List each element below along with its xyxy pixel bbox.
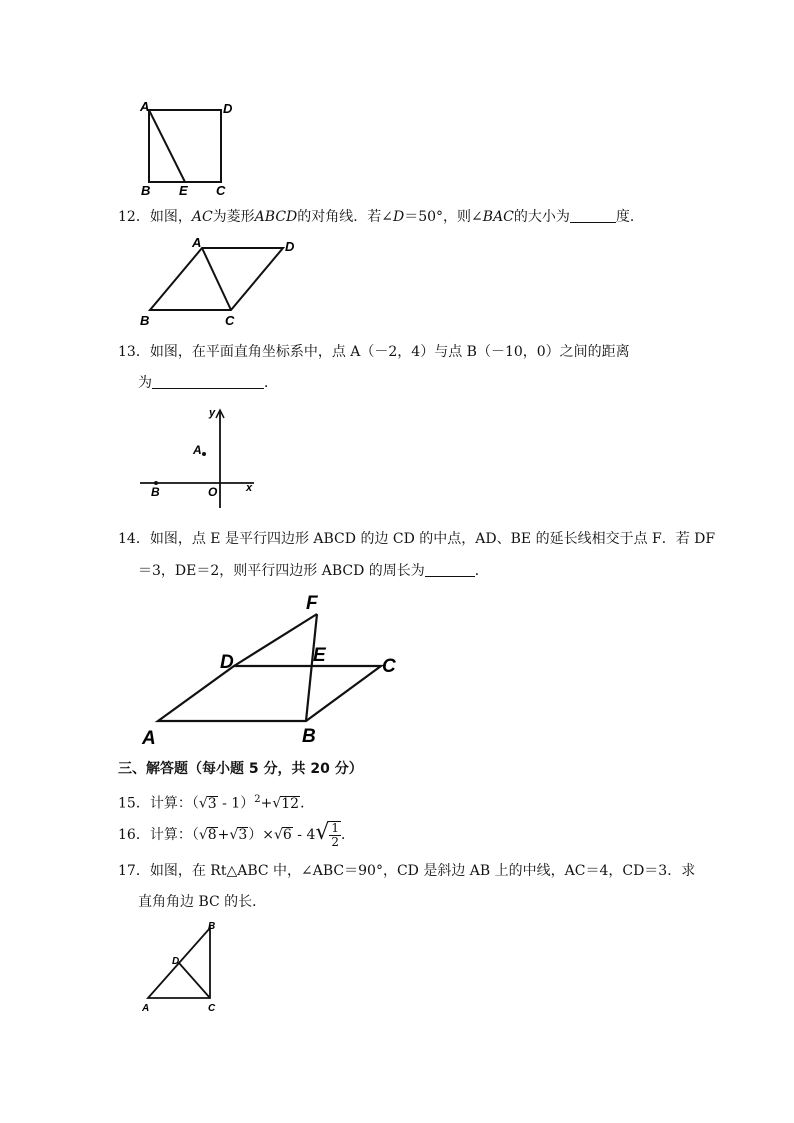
q12-var: AC <box>191 209 213 225</box>
segment-bf <box>306 614 317 721</box>
q15-text: ． <box>300 795 315 812</box>
q12-var: BAC <box>482 209 514 225</box>
label-x: x <box>246 482 253 494</box>
radicand: 6 <box>282 827 292 843</box>
question-17-line2: 直角角边 BC 的长． <box>138 894 267 910</box>
fraction-denominator: 2 <box>331 835 340 849</box>
q16-text: ）× <box>248 827 274 843</box>
question-17 <box>118 862 695 880</box>
q14-number: 14． <box>118 531 150 547</box>
label-y: y <box>209 407 216 419</box>
radical-sign: √ <box>272 795 282 812</box>
answer-blank[interactable] <box>425 562 475 577</box>
square-figure <box>136 98 246 200</box>
parallelogram-abcd <box>158 666 381 721</box>
point-a <box>202 452 206 456</box>
q15-text: - 1） <box>217 795 255 812</box>
q12-text: 的对角线．若∠ <box>297 209 393 225</box>
q12-text: ＝50°，则∠ <box>404 209 483 225</box>
median-cd <box>179 963 210 998</box>
label-e: E <box>313 645 326 666</box>
q14-text: ＝3，DE＝2，则平行四边形 ABCD 的周长为 <box>138 563 425 579</box>
question-14-line2 <box>138 562 489 580</box>
q13-text: 为 <box>138 375 152 391</box>
radical-sign: √ <box>273 827 283 843</box>
q15-text: 计算：（ <box>149 795 199 812</box>
label-b: B <box>151 485 160 499</box>
q16-number: 16． <box>118 827 150 843</box>
label-d: D <box>220 652 234 673</box>
label-o: O <box>208 485 218 499</box>
q16-text: ． <box>341 827 356 843</box>
coordinate-figure <box>136 404 266 512</box>
label-f: F <box>306 593 318 614</box>
parallelogram-figure <box>136 588 416 748</box>
label-d: D <box>223 101 233 116</box>
square-abcd <box>149 110 221 182</box>
q13-text: ． <box>264 375 278 391</box>
label-b: B <box>302 726 316 747</box>
label-a: A <box>193 443 202 457</box>
q14-text: 如图，点 E 是平行四边形 ABCD 的边 CD 的中点，AD、BE 的延长线相交于点 F．若 DF <box>149 531 716 547</box>
q13-text: 如图，在平面直角坐标系中，点 A（－2，4）与点 B（－10，0）之间的距离 <box>149 344 630 360</box>
q15-text: + <box>260 795 273 812</box>
fraction-numerator: 1 <box>331 821 340 835</box>
radical-sign: √ <box>198 795 208 812</box>
q16-text: - 4 <box>292 827 316 843</box>
q12-var: ABCD <box>254 209 298 225</box>
question-14 <box>118 530 715 548</box>
answer-blank[interactable] <box>152 374 264 389</box>
label-a: A <box>192 235 202 250</box>
exponent: 2 <box>254 794 261 805</box>
q12-text: 如图， <box>149 209 192 225</box>
question-16 <box>118 820 355 849</box>
q13-number: 13． <box>118 344 150 360</box>
radicand: 8 <box>207 827 217 843</box>
label-c: C <box>382 656 396 677</box>
q12-var: D <box>393 209 405 225</box>
question-13-line2 <box>138 374 278 392</box>
right-triangle-figure <box>136 918 236 1018</box>
fraction <box>329 821 341 849</box>
q17-number: 17． <box>118 863 150 879</box>
diagonal-ac <box>202 248 231 310</box>
label-c: C <box>225 313 235 328</box>
question-12 <box>118 208 644 226</box>
radical-sign: √ <box>198 827 208 843</box>
q12-number: 12． <box>118 209 150 225</box>
q17-text: 如图，在 Rt△ABC 中，∠ABC＝90°，CD 是斜边 AB 上的中线，AC＝4，CD＝3．求 <box>149 863 696 879</box>
label-b: B <box>208 921 216 932</box>
q12-text: 的大小为 <box>513 209 570 225</box>
segment-ae <box>149 110 185 182</box>
question-13 <box>118 343 630 361</box>
label-a: A <box>142 728 156 748</box>
radical-sign: √ <box>229 827 239 843</box>
label-c: C <box>216 183 226 198</box>
label-b: B <box>140 313 150 328</box>
answer-blank[interactable] <box>570 208 616 223</box>
section-heading: 三、解答题（每小题 5 分，共 20 分） <box>118 761 363 777</box>
q14-text: ． <box>474 563 489 579</box>
radical-sign: √ <box>315 820 330 845</box>
label-d: D <box>172 956 180 967</box>
segment-df <box>234 614 317 666</box>
q12-text: 为菱形 <box>212 209 255 225</box>
question-15 <box>118 791 314 813</box>
radicand: 3 <box>207 795 217 812</box>
q16-text: + <box>217 827 230 843</box>
label-b: B <box>141 183 151 198</box>
label-c: C <box>208 1003 216 1014</box>
label-a: A <box>142 1003 150 1014</box>
q16-text: 计算：（ <box>149 827 199 843</box>
label-e: E <box>179 183 188 198</box>
rhombus-figure <box>136 234 306 330</box>
radicand: 3 <box>238 827 248 843</box>
label-d: D <box>285 239 295 254</box>
q15-number: 15． <box>118 795 150 812</box>
q12-text: 度． <box>615 209 644 225</box>
label-a: A <box>140 99 150 114</box>
radicand: 12 <box>281 795 300 812</box>
